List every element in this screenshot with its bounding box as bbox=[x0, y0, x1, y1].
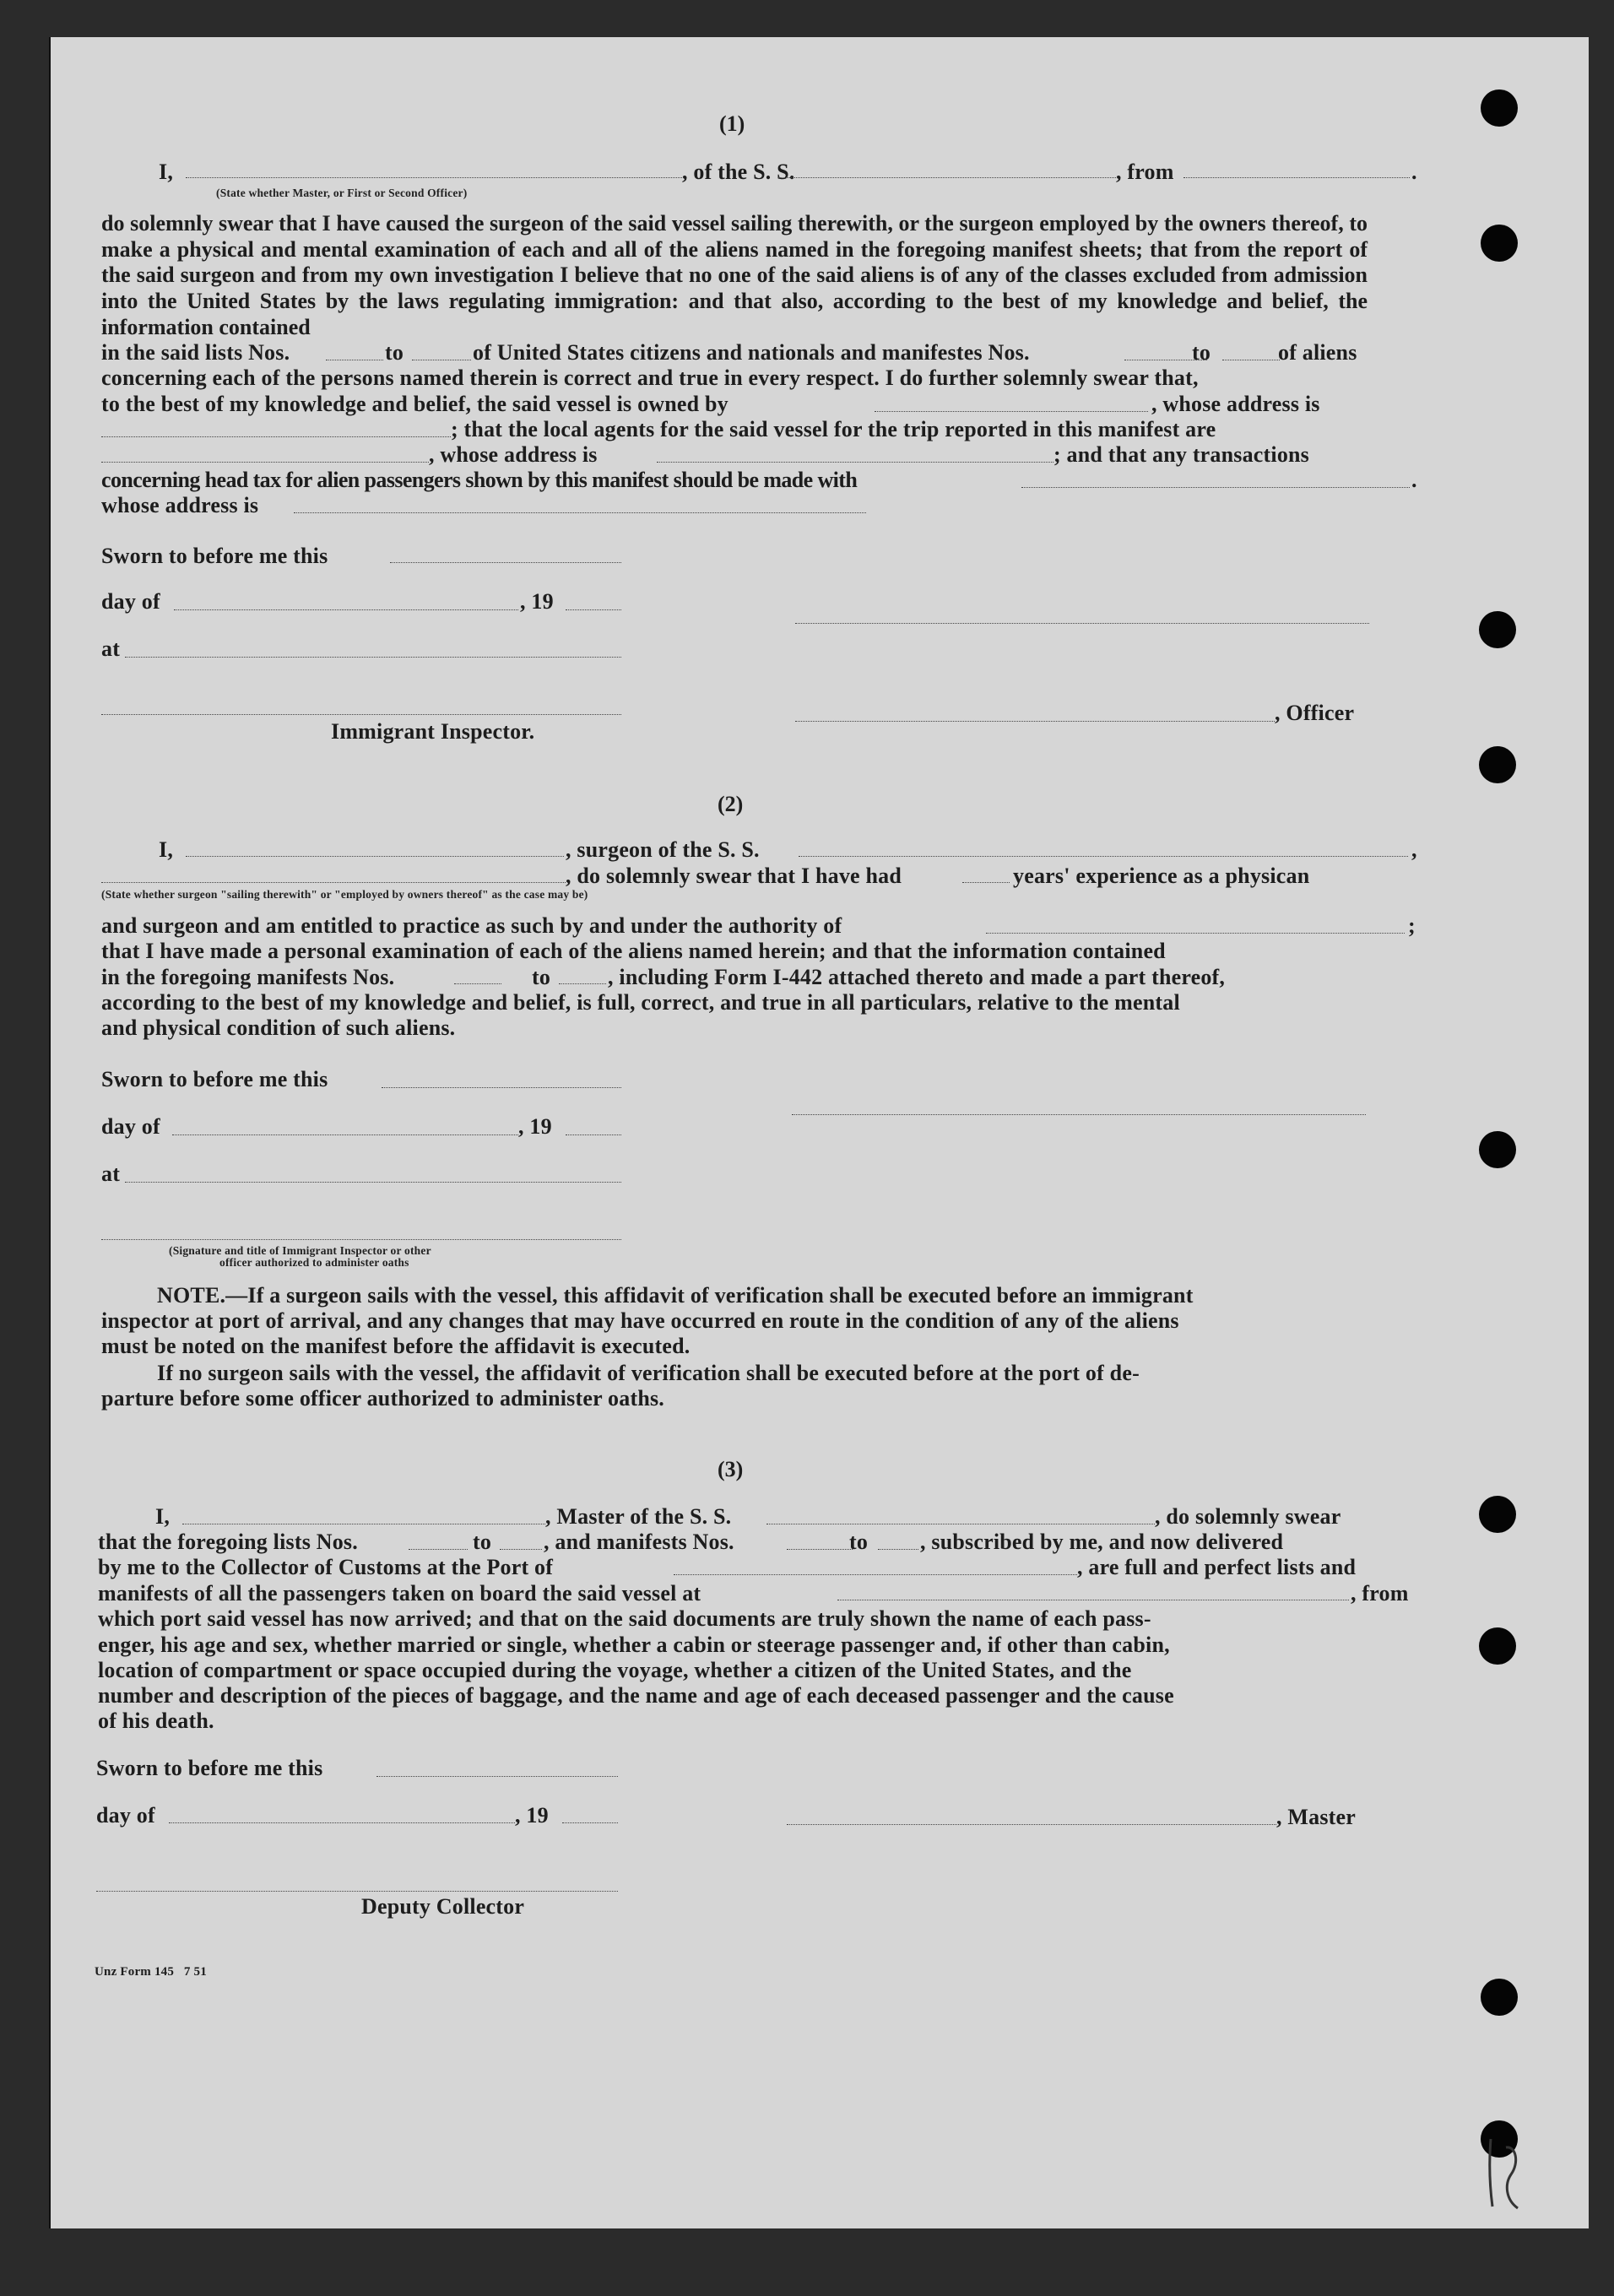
s1-paragraph: do solemnly swear that I have caused the surgeon of the said vessel sailing therewith, or the surgeon employed by the owners thereof, to make a physical and mental examination of each and all of the aliens named in the foregoing manifest sheets; that from the report of the said surgeon and from my own investigation I believe that no one of the said aliens is of any of the classes excluded from admission into the United States by the laws regulating immigration: and that also, according to the best of my knowledge and belief, the information contained bbox=[101, 211, 1368, 339]
s2-at-field[interactable] bbox=[125, 1182, 621, 1183]
s3-collector: by me to the Collector of Customs at the Port of bbox=[98, 1555, 554, 1579]
s2-manifests-to-field[interactable] bbox=[559, 983, 606, 984]
s3-taken-on-board: manifests of all the passengers taken on board the said vessel at bbox=[98, 1581, 701, 1606]
s3-sworn-field[interactable] bbox=[376, 1776, 618, 1777]
s3-19: , 19 bbox=[515, 1803, 549, 1828]
s2-surgeon-name-field[interactable] bbox=[186, 856, 564, 857]
s1-immigrant-inspector: Immigrant Inspector. bbox=[331, 719, 535, 744]
s3-deputy-signature-line[interactable] bbox=[96, 1891, 618, 1892]
s3-to: to bbox=[473, 1530, 492, 1554]
note-line-5: parture before some officer authorized to administer oaths. bbox=[101, 1386, 664, 1411]
form-number: Unz Form 145 7 51 bbox=[95, 1965, 207, 1979]
s1-signature-line[interactable] bbox=[795, 623, 1369, 624]
s2-surgeon-ss: , surgeon of the S. S. bbox=[566, 837, 760, 862]
s1-sworn-field[interactable] bbox=[390, 562, 621, 563]
s1-head-tax-address-field[interactable] bbox=[294, 512, 866, 513]
s2-note: (State whether surgeon "sailing therewith" or "employed by owners thereof" as the case may be) bbox=[101, 888, 588, 901]
s1-of-ss: , of the S. S. bbox=[682, 160, 795, 184]
s3-to-2: to bbox=[849, 1530, 869, 1554]
s1-year-field[interactable] bbox=[566, 609, 621, 610]
s3-from: , from bbox=[1351, 1581, 1409, 1606]
s1-inspector-signature-line[interactable] bbox=[101, 714, 621, 715]
s2-manifests-from-field[interactable] bbox=[454, 983, 501, 984]
s1-manifests-nos: of United States citizens and nationals and manifestes Nos. bbox=[473, 340, 1030, 365]
s2-sig-note-2: officer authorized to administer oaths bbox=[219, 1256, 409, 1269]
s1-to-2: to bbox=[1192, 340, 1211, 365]
punch-hole bbox=[1479, 1131, 1516, 1168]
manifest-verification-form bbox=[49, 37, 1589, 2228]
s2-day-of: day of bbox=[101, 1114, 160, 1139]
s1-officer-line[interactable] bbox=[795, 721, 1275, 722]
s2-swear: , do solemnly swear that I have had bbox=[566, 864, 902, 888]
s3-line-7: location of compartment or space occupied during the voyage, whether a citizen of the United States, and the bbox=[98, 1658, 1132, 1682]
punch-hole bbox=[1481, 225, 1518, 262]
s1-lists-nos: in the said lists Nos. bbox=[101, 340, 290, 365]
s3-line-8: number and description of the pieces of baggage, and the name and age of each deceased passenger and the cause bbox=[98, 1683, 1174, 1708]
s3-lists-from-field[interactable] bbox=[409, 1549, 468, 1550]
s3-deputy-collector: Deputy Collector bbox=[361, 1894, 525, 1919]
s1-head-tax-dot: . bbox=[1411, 468, 1417, 492]
s2-examination: that I have made a personal examination of each of the aliens named herein; and that the information contained bbox=[101, 939, 1166, 963]
s3-manifests-from-field[interactable] bbox=[787, 1549, 853, 1550]
s1-agent-address: , whose address is bbox=[429, 442, 598, 467]
s3-manifests-to-field[interactable] bbox=[878, 1549, 918, 1550]
s1-local-agents: ; that the local agents for the said vessel for the trip reported in this manifest are bbox=[451, 417, 1216, 441]
s3-line-9: of his death. bbox=[98, 1708, 214, 1733]
s1-whose-address-last: whose address is bbox=[101, 493, 259, 517]
s3-manifests-nos: , and manifests Nos. bbox=[544, 1530, 734, 1554]
s2-year-field[interactable] bbox=[566, 1134, 621, 1135]
s2-day-field[interactable] bbox=[172, 1134, 518, 1135]
punch-hole bbox=[1479, 1496, 1516, 1533]
s1-rank-note: (State whether Master, or First or Second Officer) bbox=[216, 187, 468, 199]
s1-head-tax-field[interactable] bbox=[1021, 487, 1410, 488]
s2-i: I, bbox=[159, 837, 174, 862]
s3-line-5: which port said vessel has now arrived; and that on the said documents are truly shown the name of each pass- bbox=[98, 1606, 1151, 1631]
s1-sworn: Sworn to before me this bbox=[101, 544, 328, 568]
s2-knowledge: according to the best of my knowledge and belief, is full, correct, and true in all particulars, relative to the mental bbox=[101, 990, 1180, 1015]
s2-authority-field[interactable] bbox=[986, 933, 1405, 934]
s2-sailing-field[interactable] bbox=[101, 882, 566, 883]
s1-agent-field[interactable] bbox=[101, 462, 429, 463]
s1-vessel-field[interactable] bbox=[778, 177, 1116, 178]
note-line-4: If no surgeon sails with the vessel, the affidavit of verification shall be executed before at the port of de- bbox=[157, 1361, 1140, 1385]
punch-hole bbox=[1479, 611, 1516, 648]
s3-day-of: day of bbox=[96, 1803, 155, 1828]
s1-officer: , Officer bbox=[1275, 701, 1355, 725]
handwritten-mark bbox=[1481, 2122, 1531, 2223]
section-2-heading: (2) bbox=[718, 792, 744, 816]
s3-day-field[interactable] bbox=[169, 1822, 515, 1823]
s3-master-signature-line[interactable] bbox=[787, 1824, 1276, 1825]
s1-head-tax: concerning head tax for alien passengers shown by this manifest should be made with bbox=[101, 468, 858, 492]
s2-physical: and physical condition of such aliens. bbox=[101, 1015, 456, 1040]
s2-at: at bbox=[101, 1162, 121, 1186]
section-1-heading: (1) bbox=[719, 111, 745, 136]
s2-19: , 19 bbox=[518, 1114, 552, 1139]
s2-form-i442: , including Form I-442 attached thereto and made a part thereof, bbox=[608, 965, 1226, 989]
punch-hole bbox=[1479, 746, 1516, 783]
s1-owner-address-field[interactable] bbox=[101, 436, 451, 437]
s1-from-field[interactable] bbox=[1183, 177, 1410, 178]
s2-inspector-signature-line[interactable] bbox=[101, 1239, 621, 1240]
note-line-2: inspector at port of arrival, and any changes that may have occurred en route in the condition of any of the aliens bbox=[101, 1308, 1179, 1333]
punch-hole bbox=[1481, 89, 1518, 127]
s3-master-ss: , Master of the S. S. bbox=[545, 1504, 732, 1529]
s1-19: , 19 bbox=[520, 589, 554, 614]
s2-years-field[interactable] bbox=[962, 882, 1010, 883]
s1-transactions: ; and that any transactions bbox=[1053, 442, 1309, 467]
section-3-heading: (3) bbox=[718, 1457, 744, 1481]
s1-dot: . bbox=[1411, 160, 1417, 184]
s1-owner-field[interactable] bbox=[875, 411, 1148, 412]
s1-line-concerning: concerning each of the persons named therein is correct and true in every respect. I do further solemnly swear that, bbox=[101, 366, 1199, 390]
note-line-3: must be noted on the manifest before the affidavit is executed. bbox=[101, 1334, 691, 1358]
s3-master: , Master bbox=[1276, 1805, 1356, 1829]
s3-swear: , do solemnly swear bbox=[1155, 1504, 1341, 1529]
s3-subscribed: , subscribed by me, and now delivered bbox=[920, 1530, 1284, 1554]
s2-to: to bbox=[532, 965, 551, 989]
s1-i: I, bbox=[159, 160, 174, 184]
s2-signature-line[interactable] bbox=[792, 1114, 1366, 1115]
s2-sworn: Sworn to before me this bbox=[101, 1067, 328, 1091]
s1-whose-address: , whose address is bbox=[1151, 392, 1320, 416]
s2-comma: , bbox=[1411, 837, 1417, 862]
s2-semicolon: ; bbox=[1408, 913, 1416, 938]
s1-to: to bbox=[385, 340, 404, 365]
s3-i: I, bbox=[155, 1504, 171, 1529]
s3-sworn: Sworn to before me this bbox=[96, 1756, 323, 1780]
s1-officer-name-field[interactable] bbox=[186, 177, 682, 178]
punch-hole bbox=[1479, 1627, 1516, 1665]
s2-vessel-field[interactable] bbox=[799, 856, 1408, 857]
punch-hole bbox=[1481, 1979, 1518, 2016]
s1-of-aliens: of aliens bbox=[1278, 340, 1357, 365]
s3-line-6: enger, his age and sex, whether married or single, whether a cabin or steerage passenger and, if other than cabin, bbox=[98, 1633, 1170, 1657]
s1-at: at bbox=[101, 636, 121, 661]
s1-at-field[interactable] bbox=[125, 657, 621, 658]
s3-year-field[interactable] bbox=[562, 1822, 618, 1823]
s1-owned-by: to the best of my knowledge and belief, the said vessel is owned by bbox=[101, 392, 728, 416]
s2-manifests-nos: in the foregoing manifests Nos. bbox=[101, 965, 395, 989]
s1-agent-address-field[interactable] bbox=[657, 462, 1053, 463]
s2-sworn-field[interactable] bbox=[382, 1087, 621, 1088]
s1-day-of: day of bbox=[101, 589, 160, 614]
s3-lists-nos: that the foregoing lists Nos. bbox=[98, 1530, 358, 1554]
s2-sig-note-1: (Signature and title of Immigrant Inspector or other bbox=[169, 1244, 431, 1257]
s2-authority: and surgeon and am entitled to practice as such by and under the authority of bbox=[101, 913, 842, 938]
s1-day-field[interactable] bbox=[174, 609, 518, 610]
s3-lists-to-field[interactable] bbox=[500, 1549, 542, 1550]
s3-full-perfect: , are full and perfect lists and bbox=[1077, 1555, 1357, 1579]
s1-from: , from bbox=[1116, 160, 1174, 184]
s2-years: years' experience as a physican bbox=[1013, 864, 1310, 888]
s3-port-field[interactable] bbox=[674, 1574, 1077, 1575]
note-line-1: NOTE.—If a surgeon sails with the vessel, this affidavit of verification shall be executed before an immigrant bbox=[157, 1283, 1194, 1308]
